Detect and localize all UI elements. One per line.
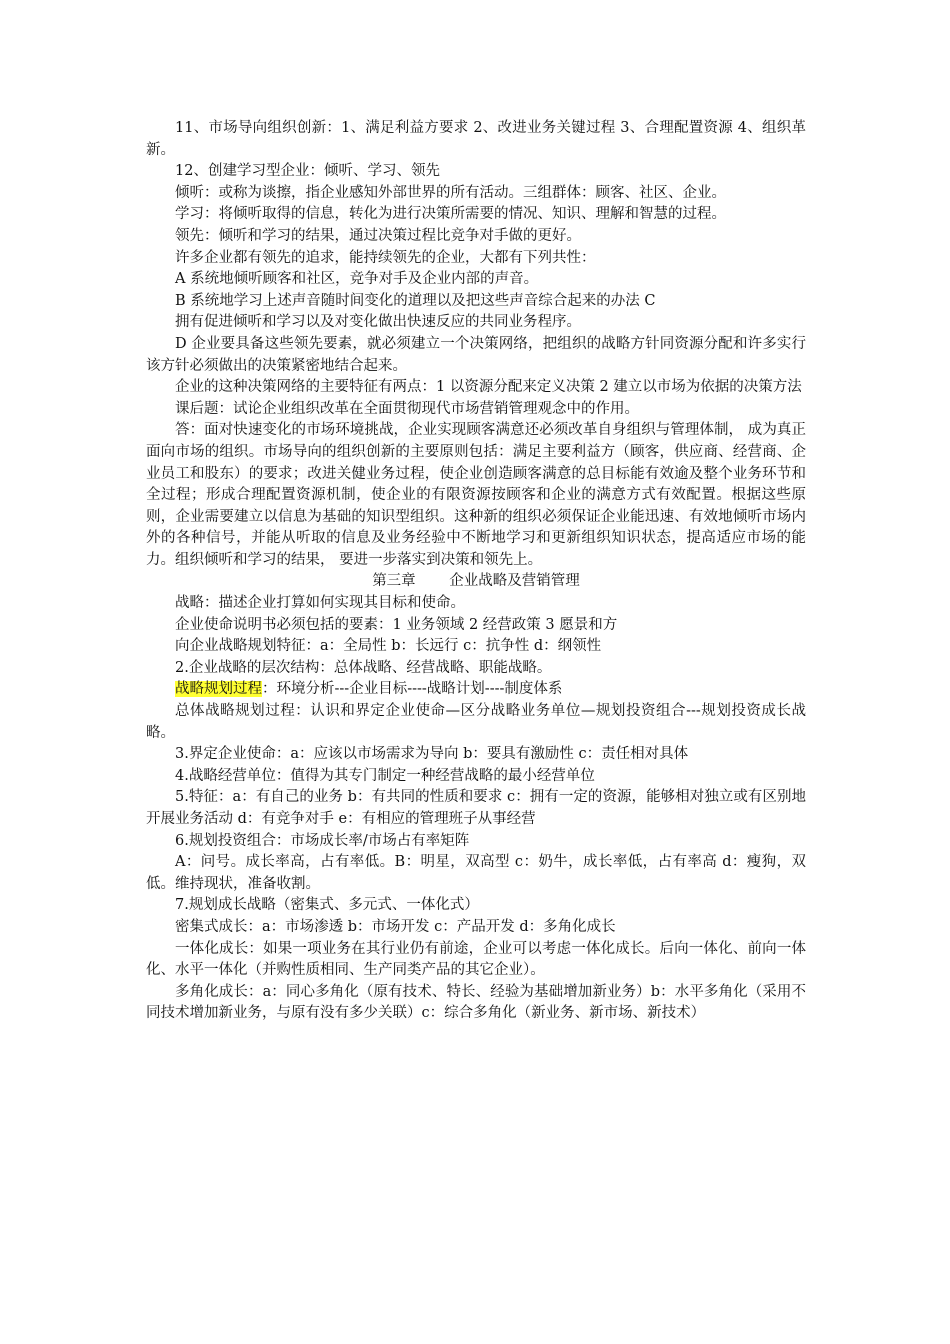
paragraph: 拥有促进倾听和学习以及对变化做出快速反应的共同业务程序。 xyxy=(175,314,581,331)
chapter-title: 第三章 企业战略及营销管理 xyxy=(372,573,580,590)
highlighted-paragraph xyxy=(146,679,806,701)
paragraph: 5.特征：a：有自己的业务 b：有共同的性质和要求 c：拥有一定的资源，能够相对独立或有区别地开展业务活动 d：有竞争对手 e：有相应的管理班子从事经营 xyxy=(146,789,806,827)
paragraph: 4.战略经营单位：值得为其专门制定一种经营战略的最小经营单位 xyxy=(175,767,595,784)
paragraph: 倾听：或称为谈擦，指企业感知外部世界的所有活动。三组群体：顾客、社区、企业。 xyxy=(175,184,726,201)
paragraph: 总体战略规划过程：认识和界定企业使命—区分战略业务单位—规划投资组合---规划投资成长战略。 xyxy=(146,703,806,741)
paragraph: 许多企业都有领先的追求，能持续领先的企业，大都有下列共性： xyxy=(175,249,596,266)
paragraph: 2.企业战略的层次结构：总体战略、经营战略、职能战略。 xyxy=(175,659,552,676)
paragraph: 12、创建学习型企业：倾听、学习、领先 xyxy=(175,163,440,180)
paragraph: 密集式成长：a：市场渗透 b：市场开发 c：产品开发 d：多角化成长 xyxy=(175,918,616,935)
paragraph: 企业的这种决策网络的主要特征有两点：1 以资源分配来定义决策 2 建立以市场为依据的决策方法 xyxy=(175,379,802,396)
paragraph: 一体化成长：如果一项业务在其行业仍有前途，企业可以考虑一体化成长。后向一体化、前向一体化、水平一体化（并购性质相同、生产同类产品的其它企业）。 xyxy=(146,940,806,979)
paragraph: A：问号。成长率高，占有率低。B：明星，双高型 c：奶牛，成长率低，占有率高 d：瘦狗，双低。维持现状，准备收割。 xyxy=(146,854,806,892)
paragraph: 6.规划投资组合：市场成长率/市场占有率矩阵 xyxy=(175,832,470,849)
highlighted-text: 战略规划过程 xyxy=(175,681,262,698)
paragraph: 答：面对快速变化的市场环境挑战，企业实现顾客满意还必须改革自身组织与管理体制， 成为真正面向市场的组织。市场导向的组织创新的主要原则包括：满足主要利益方（顾客，供应商、经营商、企业员工和股东）的要求；改进关健业务过程，使企业创造顾客满意的总目标能有效逾及整个业务环节和全过程；形成合理配置资源机制，使企业的有限资源按顾客和企业的满意方式有效配置。根据这些原则，企业需要建立以信息为基础的知识型组织。这种新的组织必须保证企业能迅速、有效地倾听市场内外的各种信号，并能从听取的信息及业务经验中不断地学习和更新组织知识状态，提高适应市场的能力。组织倾听和学习的结果， 要进一步落实到决策和领先上。 xyxy=(146,422,806,568)
document-body xyxy=(146,118,806,1025)
paragraph: 多角化成长：a：同心多角化（原有技术、特长、经验为基础增加新业务）b：水平多角化（采用不同技术增加新业务，与原有没有多少关联）c：综合多角化（新业务、新市场、新技术） xyxy=(146,983,806,1022)
paragraph: B 系统地学习上述声音随时间变化的道理以及把这些声音综合起来的办法 C xyxy=(175,292,656,309)
paragraph: 学习：将倾听取得的信息，转化为进行决策所需要的情况、知识、理解和智慧的过程。 xyxy=(175,206,726,223)
paragraph: 11、市场导向组织创新：1、满足利益方要求 2、改进业务关键过程 3、合理配置资源 4、组织革新。 xyxy=(146,120,806,158)
paragraph: 战略：描述企业打算如何实现其目标和使命。 xyxy=(175,595,465,612)
paragraph: 领先：倾听和学习的结果，通过决策过程比竞争对手做的更好。 xyxy=(175,227,581,244)
paragraph: 3.界定企业使命：a：应该以市场需求为导向 b：要具有激励性 c：责任相对具体 xyxy=(175,746,689,763)
paragraph: 企业使命说明书必须包括的要素：1 业务领域 2 经营政策 3 愿景和方 xyxy=(175,616,618,633)
paragraph: 7.规划成长战略（密集式、多元式、一体化式） xyxy=(175,897,479,914)
paragraph: 向企业战略规划特征：a：全局性 b：长远行 c：抗争性 d：纲领性 xyxy=(175,638,602,655)
highlighted-paragraph-rest: ：环境分析---企业目标----战略计划----制度体系 xyxy=(262,681,563,698)
paragraph: A 系统地倾听顾客和社区，竞争对手及企业内部的声音。 xyxy=(175,271,539,288)
paragraph: D 企业要具备这些领先要素，就必须建立一个决策网络，把组织的战略方针同资源分配和许多实行该方针必须做出的决策紧密地结合起来。 xyxy=(146,335,806,374)
paragraph: 课后题：试论企业组织改革在全面贯彻现代市场营销管理观念中的作用。 xyxy=(175,400,639,417)
